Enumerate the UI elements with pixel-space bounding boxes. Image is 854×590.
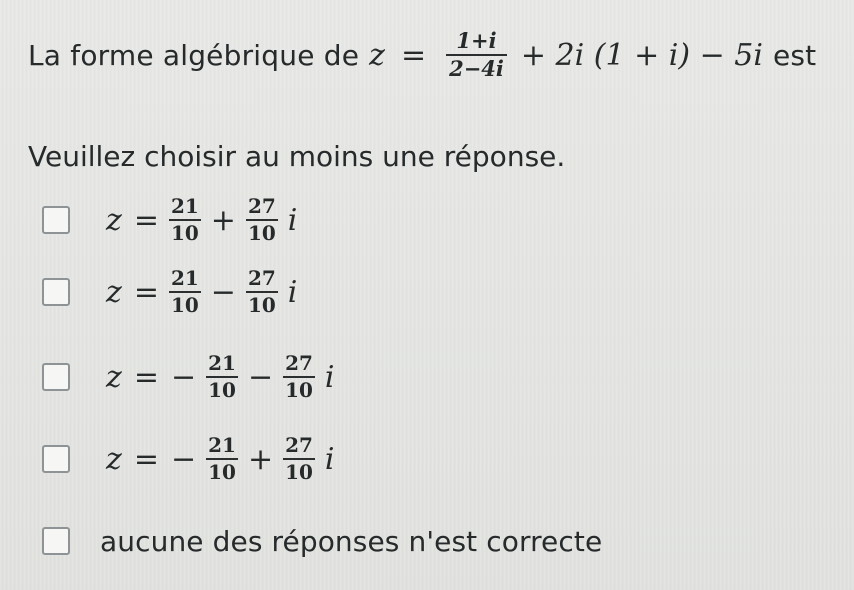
option-fraction-2 xyxy=(283,435,315,483)
option-imaginary-unit: i xyxy=(287,202,298,238)
option-equals: = xyxy=(133,274,159,310)
option-imaginary-unit: i xyxy=(324,441,335,477)
option-equals: = xyxy=(133,202,159,238)
answer-option-3-expression xyxy=(100,353,341,401)
answer-checkbox-2[interactable] xyxy=(42,278,70,306)
option-fraction-2-denominator: 10 xyxy=(285,460,313,484)
option-fraction-2-denominator: 10 xyxy=(285,378,313,402)
answer-option-5[interactable] xyxy=(42,509,602,573)
answer-checkbox-3[interactable] xyxy=(42,363,70,391)
answer-checkbox-4[interactable] xyxy=(42,445,70,473)
question-text xyxy=(28,30,816,80)
option-fraction-2-numerator: 27 xyxy=(285,351,313,375)
option-fraction-2 xyxy=(246,268,278,316)
question-prefix: La forme algébrique de xyxy=(28,38,360,72)
option-fraction-2 xyxy=(283,353,315,401)
answer-checkbox-1[interactable] xyxy=(42,206,70,234)
option-operator: − xyxy=(210,274,236,310)
question-variable: z xyxy=(369,37,385,73)
option-fraction-1-numerator: 21 xyxy=(208,351,236,375)
question-equals: = xyxy=(400,37,427,73)
option-fraction-2-denominator: 10 xyxy=(247,293,276,317)
option-operator: + xyxy=(247,441,274,477)
answer-option-2-expression xyxy=(100,268,303,316)
answer-option-1-expression xyxy=(100,196,303,244)
option-fraction-2-numerator: 27 xyxy=(285,433,313,457)
question-expression-rest: + 2i (1 + i) − 5i xyxy=(520,37,763,73)
answer-option-3[interactable] xyxy=(42,345,341,409)
option-leading-sign: − xyxy=(170,359,197,395)
option-fraction-1 xyxy=(206,353,238,401)
option-operator: + xyxy=(210,202,236,238)
question-fraction xyxy=(446,30,507,80)
answer-option-5-text: aucune des réponses n'est correcte xyxy=(100,524,603,558)
option-lhs: z xyxy=(106,202,122,238)
option-fraction-1-denominator: 10 xyxy=(208,378,236,402)
option-lhs: z xyxy=(106,359,122,395)
option-fraction-1 xyxy=(169,268,201,316)
option-fraction-1-numerator: 21 xyxy=(208,433,236,457)
answer-option-1[interactable] xyxy=(42,188,303,252)
option-leading-sign: − xyxy=(170,441,197,477)
answer-option-2[interactable] xyxy=(42,260,303,324)
option-fraction-2-denominator: 10 xyxy=(247,221,276,245)
question-suffix: est xyxy=(772,38,817,72)
option-operator: − xyxy=(247,359,274,395)
option-lhs: z xyxy=(106,441,122,477)
question-fraction-denominator: 2−4i xyxy=(449,56,504,82)
answer-option-4-expression xyxy=(100,435,341,483)
option-fraction-1-numerator: 21 xyxy=(170,266,199,290)
option-fraction-1 xyxy=(169,196,201,244)
option-equals: = xyxy=(133,359,159,395)
option-fraction-2-numerator: 27 xyxy=(247,194,276,218)
answer-option-4[interactable] xyxy=(42,427,341,491)
option-fraction-1-numerator: 21 xyxy=(170,194,199,218)
instruction-text: Veuillez choisir au moins une réponse. xyxy=(28,140,566,173)
option-imaginary-unit: i xyxy=(324,359,335,395)
option-imaginary-unit: i xyxy=(287,274,298,310)
answer-checkbox-5[interactable] xyxy=(42,527,70,555)
option-lhs: z xyxy=(106,274,122,310)
question-fraction-numerator: 1+i xyxy=(456,28,497,53)
option-equals: = xyxy=(133,441,159,477)
option-fraction-2-numerator: 27 xyxy=(247,266,276,290)
option-fraction-1-denominator: 10 xyxy=(170,293,199,317)
option-fraction-1-denominator: 10 xyxy=(208,460,236,484)
option-fraction-2 xyxy=(246,196,278,244)
option-fraction-1-denominator: 10 xyxy=(170,221,199,245)
option-fraction-1 xyxy=(206,435,238,483)
